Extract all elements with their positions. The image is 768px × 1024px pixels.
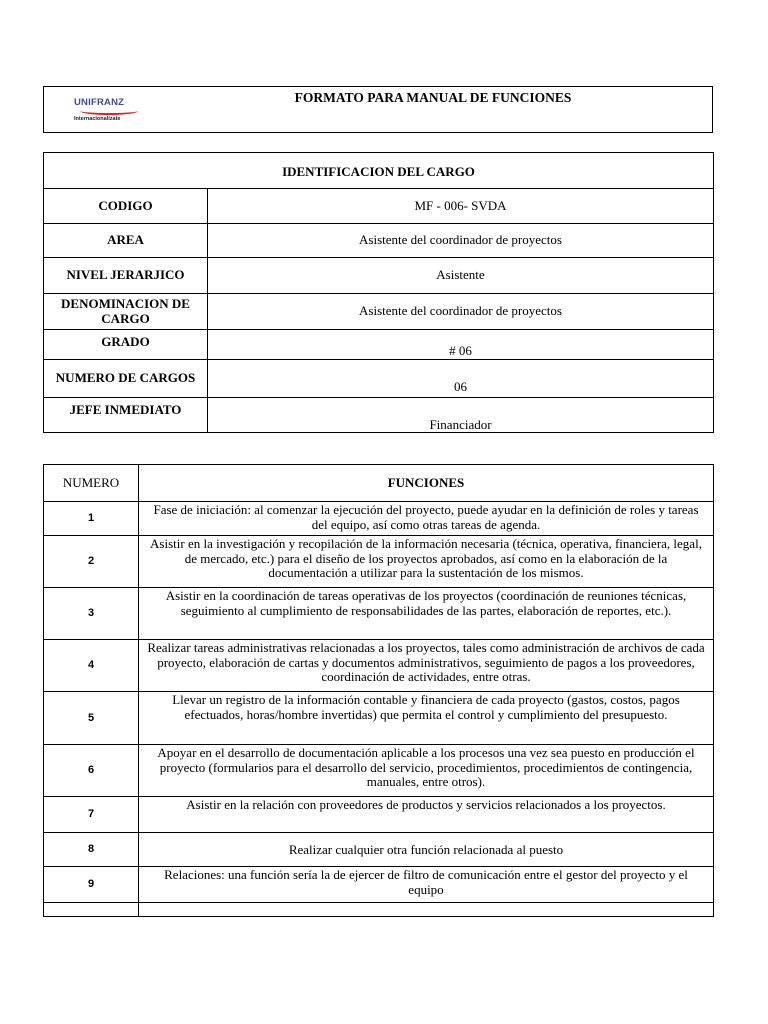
field-value: Asistente del coordinador de proyectos <box>208 294 714 330</box>
empty-cell <box>44 903 139 917</box>
function-number: 8 <box>44 833 139 867</box>
table-row <box>44 867 714 903</box>
table-row <box>44 294 714 330</box>
table-row-empty <box>44 903 714 917</box>
logo-tagline: Internacionalízate <box>74 116 121 122</box>
field-label: DENOMINACION DE CARGO <box>44 294 208 330</box>
function-number: 7 <box>44 797 139 833</box>
function-number: 2 <box>44 536 139 588</box>
field-value: Asistente <box>208 258 714 294</box>
logo-name: UNIFRANZ <box>74 97 125 108</box>
function-number: 6 <box>44 745 139 797</box>
function-text: Asistir en la relación con proveedores de productos y servicios relacionados a los proyectos. <box>139 797 714 833</box>
function-number: 4 <box>44 640 139 692</box>
document-header <box>43 86 713 133</box>
table-row <box>44 360 714 398</box>
field-value: 06 <box>208 360 714 398</box>
col-header-numero: NUMERO <box>44 465 139 502</box>
empty-cell <box>139 903 714 917</box>
function-text: Relaciones: una función sería la de ejercer de filtro de comunicación entre el gestor del proyecto y el equipo <box>139 867 714 903</box>
field-label: AREA <box>44 224 208 258</box>
funciones-table <box>43 464 714 917</box>
table-row <box>44 502 714 536</box>
field-label: NIVEL JERARJICO <box>44 258 208 294</box>
col-header-funciones: FUNCIONES <box>139 465 714 502</box>
table-row <box>44 797 714 833</box>
function-number: 3 <box>44 588 139 640</box>
table-row <box>44 640 714 692</box>
table-row <box>44 745 714 797</box>
field-value: Asistente del coordinador de proyectos <box>208 224 714 258</box>
identificacion-table <box>43 152 714 433</box>
field-label: CODIGO <box>44 189 208 224</box>
function-text: Apoyar en el desarrollo de documentación aplicable a los procesos una vez sea puesto en producción el proyecto (formularios para el desarrollo del servicio, procedimientos, procedimientos de contingencia, manuales, entre otros). <box>139 745 714 797</box>
function-text: Llevar un registro de la información contable y financiera de cada proyecto (gastos, costos, pagos efectuados, horas/hombre invertidas) que permita el control y cumplimiento del presupuesto. <box>139 692 714 745</box>
field-value: MF - 006- SVDA <box>208 189 714 224</box>
logo-swoosh-icon <box>80 107 138 115</box>
field-value: Financiador <box>208 398 714 433</box>
table-row <box>44 189 714 224</box>
field-label: GRADO <box>44 330 208 360</box>
field-label: NUMERO DE CARGOS <box>44 360 208 398</box>
function-number: 1 <box>44 502 139 536</box>
table-row <box>44 258 714 294</box>
table-row <box>44 588 714 640</box>
table-row <box>44 833 714 867</box>
table-row <box>44 536 714 588</box>
identificacion-title: IDENTIFICACION DEL CARGO <box>44 153 714 189</box>
function-text: Asistir en la coordinación de tareas operativas de los proyectos (coordinación de reuniones técnicas, seguimiento al cumplimiento de responsabilidades de las partes, elaboración de reportes, etc.). <box>139 588 714 640</box>
funciones-header-row <box>44 465 714 502</box>
table-row <box>44 692 714 745</box>
field-value: # 06 <box>208 330 714 360</box>
function-number: 5 <box>44 692 139 745</box>
function-number: 9 <box>44 867 139 903</box>
function-text: Realizar cualquier otra función relacionada al puesto <box>139 833 714 867</box>
table-row <box>44 398 714 433</box>
function-text: Realizar tareas administrativas relacionadas a los proyectos, tales como administración de archivos de cada proyecto, elaboración de cartas y documentos administrativos, seguimiento de pagos a los proveedores, coordinación de actividades, entre otras. <box>139 640 714 692</box>
function-text: Fase de iniciación: al comenzar la ejecución del proyecto, puede ayudar en la definición de roles y tareas del equipo, así como otras tareas de agenda. <box>139 502 714 536</box>
table-row <box>44 330 714 360</box>
field-label: JEFE INMEDIATO <box>44 398 208 433</box>
function-text: Asistir en la investigación y recopilación de la información necesaria (técnica, operativa, financiera, legal, de mercado, etc.) para el diseño de los proyectos aprobados, así como en la elaboración de la documentación a utilizar para la sustentación de los mismos. <box>139 536 714 588</box>
table-row <box>44 224 714 258</box>
document-title: FORMATO PARA MANUAL DE FUNCIONES <box>294 90 572 105</box>
identificacion-header-row <box>44 153 714 189</box>
